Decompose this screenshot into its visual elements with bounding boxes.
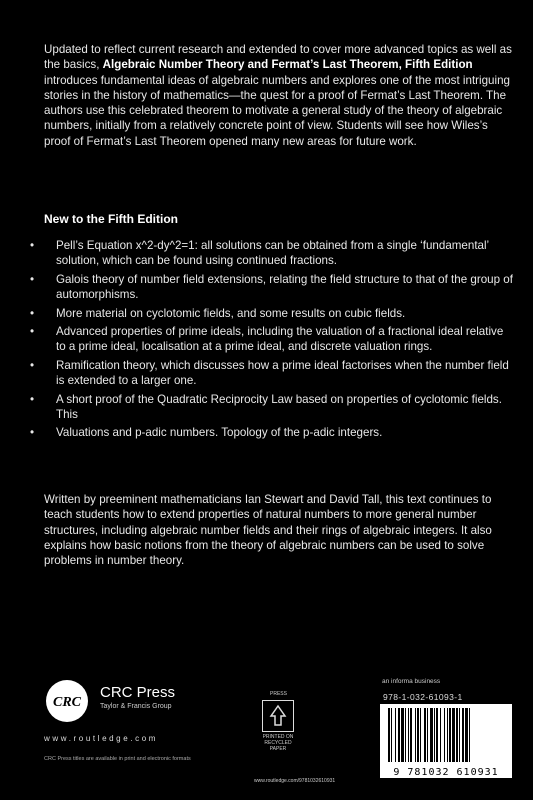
- barcode-bars-icon: [386, 708, 506, 762]
- barcode-bar: [388, 708, 390, 762]
- barcode-bar: [459, 708, 460, 762]
- list-item-text: Ramification theory, which discusses how a prime ideal factorises when the number field is extended to a larger one.: [56, 358, 509, 388]
- list-item: [30, 358, 514, 389]
- list-item-text: Galois theory of number field extensions, relating the field structure to that of the group of automorphisms.: [56, 272, 513, 302]
- bullet-icon: •: [30, 392, 35, 406]
- intro-text-2: introduces fundamental ideas of algebraic numbers and explores one of the most intriguing stories in the history of mathematics—the quest for a proof of Fermat’s Last Theorem. The authors use this celebrated theorem to motivate a general study of the theory of algebraic numbers, initially from a relatively concrete point of view. Students will see how Wiles’s proof of Fermat’s Last Theorem opened many new areas for future work.: [44, 73, 510, 148]
- barcode-bar: [401, 708, 404, 762]
- list-item-text: Advanced properties of prime ideals, including the valuation of a fractional ideal relative to a prime ideal, localisation at a prime ideal, and discrete valuation rings.: [56, 325, 504, 354]
- list-item: [30, 425, 514, 440]
- barcode-bar: [405, 708, 406, 762]
- barcode-bar: [398, 708, 400, 762]
- list-item-text: Pell’s Equation x^2-dy^2=1: all solutions can be obtained from a single ‘fundamental’ solution, which can be found using continued fractions.: [56, 239, 489, 268]
- barcode-bar: [424, 708, 426, 762]
- barcode-bar: [469, 708, 470, 762]
- barcode-bar: [430, 708, 433, 762]
- publisher-name: CRC Press: [100, 684, 176, 701]
- list-item: [30, 324, 514, 355]
- barcode-number: 9 781032 610931: [393, 767, 499, 778]
- barcode-bar: [427, 708, 428, 762]
- barcode-bar: [452, 708, 455, 762]
- barcode-bar: [449, 708, 451, 762]
- new-features-list: [30, 238, 514, 444]
- bullet-icon: •: [30, 358, 35, 372]
- recycle-label: PRINTED ON RECYCLED PAPER: [262, 734, 294, 752]
- isbn-barcode: [380, 704, 512, 778]
- list-item: [30, 392, 514, 423]
- publisher-url[interactable]: www.routledge.com: [44, 734, 159, 743]
- barcode-bar: [465, 708, 468, 762]
- bullet-icon: •: [30, 239, 35, 252]
- bullet-icon: •: [30, 426, 35, 440]
- new-edition-heading: New to the Fifth Edition: [44, 212, 178, 226]
- barcode-bar: [410, 708, 412, 762]
- list-item: [30, 306, 514, 321]
- barcode-bar: [444, 708, 445, 762]
- bullet-icon: •: [30, 306, 35, 320]
- format-note: CRC Press titles are available in print and electronic formats: [44, 756, 191, 762]
- barcode-bar: [447, 708, 448, 762]
- barcode-bar: [440, 708, 441, 762]
- list-item: [30, 272, 514, 303]
- recycle-url: www.routledge.com/9781032610931: [254, 778, 336, 784]
- intro-text-1: Updated to reflect current research and extended to cover more advanced topics as well as the basics,: [44, 43, 512, 72]
- barcode-bar: [415, 708, 416, 762]
- isbn-label: 978-1-032-61093-1: [383, 692, 463, 702]
- bullet-icon: •: [30, 272, 35, 286]
- barcode-bar: [395, 708, 396, 762]
- list-item-text: More material on cyclotomic fields, and some results on cubic fields.: [56, 306, 406, 320]
- barcode-bar: [462, 708, 464, 762]
- bullet-icon: •: [30, 325, 35, 339]
- closing-paragraph: Written by preeminent mathematicians Ian Stewart and David Tall, this text continues to teach students how to extend properties of natural numbers to more general number structures, including algebraic number fields and their rings of algebraic integers. It also explains how basic notions from the theory of algebraic numbers can be used to solve problems in number theory.: [44, 493, 492, 568]
- list-item-text: Valuations and p-adic numbers. Topology of the p-adic integers.: [56, 426, 383, 440]
- imprint-text: an informa business: [382, 678, 441, 685]
- barcode-bar: [417, 708, 419, 762]
- list-item-text: A short proof of the Quadratic Reciprocity Law based on properties of cyclotomic fields. This: [56, 392, 502, 421]
- logo-text: CRC: [52, 695, 82, 710]
- barcode-bar: [408, 708, 409, 762]
- barcode-bar: [436, 708, 438, 762]
- intro-paragraph: [44, 42, 514, 149]
- list-item: [30, 238, 514, 269]
- publisher-subtitle: Taylor & Francis Group: [100, 703, 172, 710]
- recycled-paper-icon: [262, 700, 294, 732]
- barcode-bar: [456, 708, 458, 762]
- crc-logo-icon: [44, 678, 90, 724]
- barcode-bar: [434, 708, 435, 762]
- book-title: Algebraic Number Theory and Fermat’s Last Theorem, Fifth Edition: [102, 58, 473, 72]
- recycle-top-label: PRESS: [270, 691, 287, 697]
- barcode-bar: [420, 708, 421, 762]
- barcode-bar: [391, 708, 392, 762]
